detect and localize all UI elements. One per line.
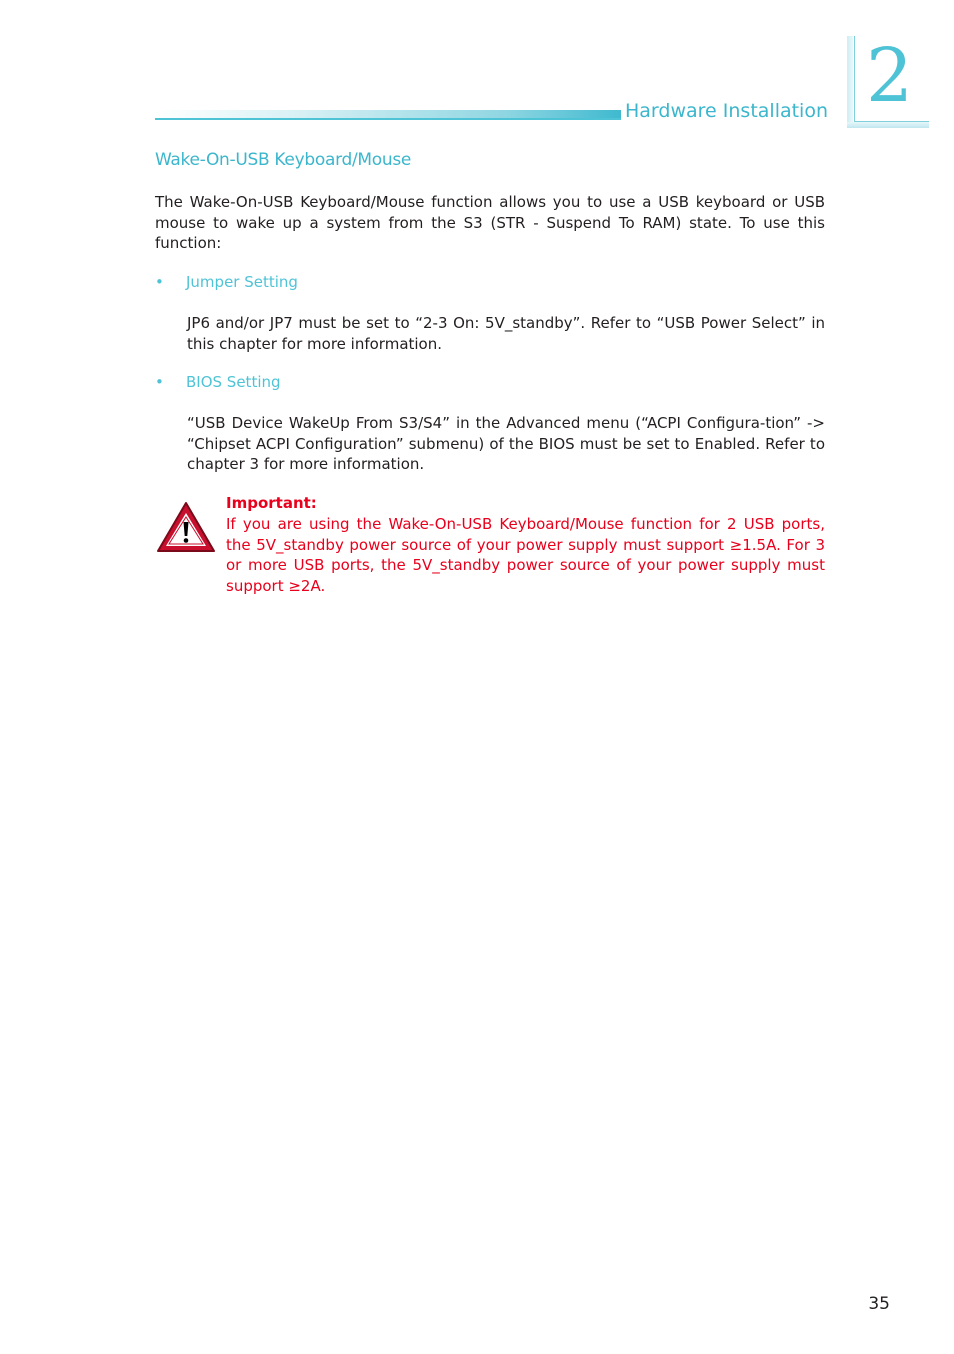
chapter-tab-horizontal-line	[854, 121, 929, 122]
bullet-marker: •	[155, 273, 164, 291]
chapter-tab-vertical-line	[854, 36, 855, 122]
warning-triangle-icon	[155, 500, 217, 554]
bullet-label: BIOS Setting	[186, 373, 281, 391]
intro-paragraph: The Wake-On-USB Keyboard/Mouse function allows you to use a USB keyboard or USB mouse to wake up a system from the S3 (STR - Suspend To RAM) state. To use this function:	[155, 193, 825, 252]
chapter-number: 2	[866, 33, 914, 119]
page-number: 35	[868, 1294, 890, 1314]
bullet-jumper-setting	[155, 273, 298, 291]
chapter-tab-horizontal-bar	[847, 122, 929, 128]
bios-setting-paragraph: “USB Device WakeUp From S3/S4” in the Advanced menu (“ACPI Configura-tion” -> “Chipset ACPI Configuration” submenu) of the BIOS must be set to Enabled. Refer to chapter 3 for more information.	[187, 414, 825, 473]
chapter-tab-vertical-bar	[847, 36, 853, 128]
bullet-bios-setting	[155, 373, 281, 391]
section-title: Hardware Installation	[625, 100, 829, 122]
bullet-marker: •	[155, 373, 164, 391]
jumper-setting-paragraph: JP6 and/or JP7 must be set to “2-3 On: 5V_standby”. Refer to “USB Power Select” in this chapter for more information.	[187, 314, 825, 353]
important-text: If you are using the Wake-On-USB Keyboard/Mouse function for 2 USB ports, the 5V_standby power source of your power supply must support ≥1.5A. For 3 or more USB ports, the 5V_standby power source of your power supply must support ≥2A.	[226, 515, 825, 595]
bullet-label: Jumper Setting	[186, 273, 298, 291]
important-label: Important:	[226, 494, 317, 512]
header-gradient-bar	[155, 110, 621, 120]
subheading: Wake-On-USB Keyboard/Mouse	[155, 150, 412, 170]
header-underline	[155, 118, 621, 120]
